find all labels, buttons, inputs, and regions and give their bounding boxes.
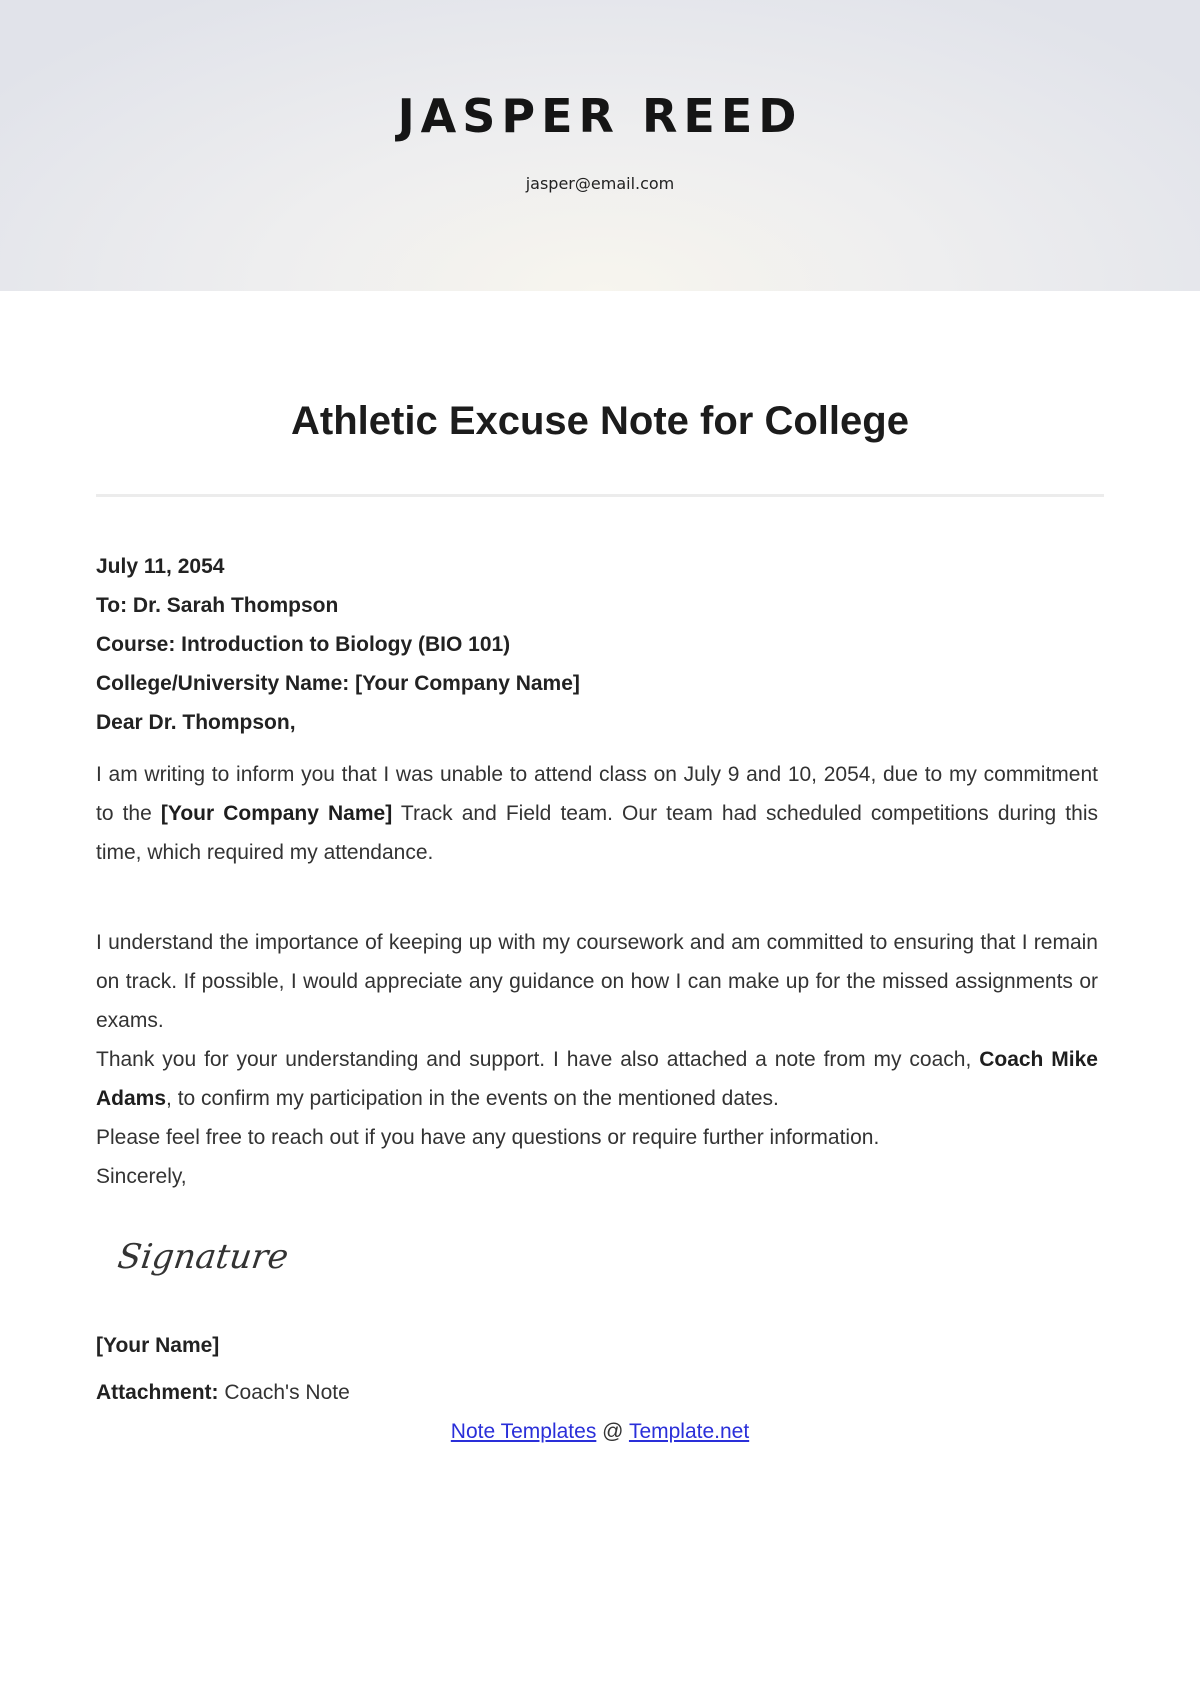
attachment-label: Attachment: xyxy=(96,1381,219,1404)
company-name-placeholder: [Your Company Name] xyxy=(160,802,393,825)
note-templates-link[interactable]: Note Templates xyxy=(450,1420,597,1443)
recipient: To: Dr. Sarah Thompson xyxy=(96,594,339,617)
attachment-line xyxy=(96,1373,350,1412)
sender-email: jasper@email.com xyxy=(525,174,675,193)
template-net-link[interactable]: Template.net xyxy=(628,1420,750,1443)
title-divider xyxy=(96,494,1104,497)
signature-image: Signature xyxy=(115,1237,291,1277)
paragraph-absence xyxy=(96,755,1098,872)
closing: Sincerely, xyxy=(96,1165,187,1188)
letterhead xyxy=(0,0,1200,291)
paragraph-text: I am writing to inform you that I was unable to attend class on July 9 and 10, 2054, due to my commitment to the xyxy=(96,763,1098,825)
paragraph-text: Track and Field team. Our team had scheduled competitions during this time, which required my attendance. xyxy=(96,802,1098,864)
paragraph-text: Thank you for your understanding and support. I have also attached a note from my coach, xyxy=(96,1048,980,1071)
coach-name: Coach Mike Adams xyxy=(96,1048,1098,1110)
attachment-value: Coach's Note xyxy=(218,1381,350,1404)
college-name: College/University Name: [Your Company Name] xyxy=(96,672,580,695)
paragraph-contact: Please feel free to reach out if you have any questions or require further information. xyxy=(96,1126,880,1149)
footer-separator: @ xyxy=(596,1420,629,1443)
letter-meta xyxy=(96,547,1106,742)
salutation: Dear Dr. Thompson, xyxy=(96,711,296,734)
sender-name: JASPER REED xyxy=(397,89,803,143)
footer-credit xyxy=(0,1412,1200,1451)
course: Course: Introduction to Biology (BIO 101) xyxy=(96,633,511,656)
paragraph-text: , to confirm my participation in the events on the mentioned dates. xyxy=(166,1087,779,1110)
signer-name: [Your Name] xyxy=(96,1334,220,1357)
paragraph-coursework: I understand the importance of keeping up with my coursework and am committed to ensuring that I remain on track. If possible, I would appreciate any guidance on how I can make up for the missed assignments or exams. xyxy=(96,931,1098,1032)
document-title: Athletic Excuse Note for College xyxy=(291,399,909,443)
letter-date: July 11, 2054 xyxy=(96,555,225,578)
paragraph-thanks xyxy=(96,1040,1098,1118)
